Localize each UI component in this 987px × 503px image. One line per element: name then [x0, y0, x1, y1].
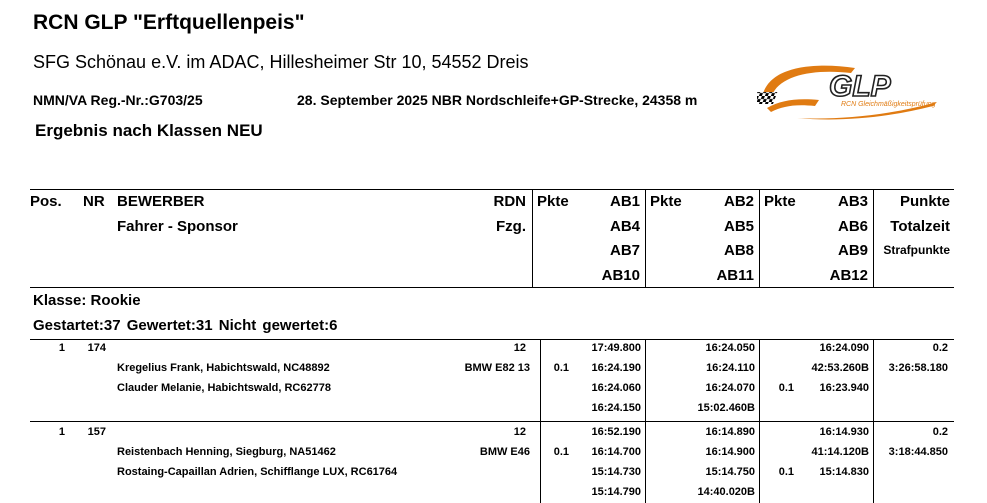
col-header-ab3: AB3: [837, 193, 868, 210]
lap-time-cell: 16:14.900: [705, 446, 755, 458]
lap-time-cell: 16:24.090: [819, 342, 869, 354]
result-subtitle: Ergebnis nach Klassen NEU: [35, 121, 263, 140]
lap-time-cell: 16:14.930: [819, 426, 869, 438]
col-header-pos: Pos.: [30, 193, 62, 210]
entry-car: BMW E82 13: [464, 362, 530, 374]
lap-time-cell: 16:24.070: [705, 382, 755, 394]
col-header-ab6: AB6: [837, 218, 868, 235]
col-header-ab5: AB5: [723, 218, 754, 235]
points-cell: 0.1: [553, 446, 569, 458]
col-header-rdn: RDN: [493, 193, 526, 210]
organizer-line: SFG Schönau e.V. im ADAC, Hillesheimer Str 10, 54552 Dreis: [33, 52, 529, 72]
col-header-strafpunkte: Strafpunkte: [883, 243, 950, 257]
page-title: RCN GLP "Erftquellenpeis": [33, 11, 305, 34]
entry-nr: 174: [87, 342, 106, 354]
lap-time-cell: 15:14.790: [591, 486, 641, 498]
entry-driver: Kregelius Frank, Habichtswald, NC48892: [117, 362, 330, 374]
class-name: Klasse: Rookie: [33, 292, 141, 309]
col-header-fahrer: Fahrer - Sponsor: [117, 218, 238, 235]
header-bottom-rule: [30, 287, 954, 288]
lap-time-cell: 15:14.730: [591, 466, 641, 478]
col-header-ab10: AB10: [601, 267, 640, 284]
lap-time-cell: 16:14.890: [705, 426, 755, 438]
lap-time-cell: 15:14.830: [819, 466, 869, 478]
col-header-ab11: AB11: [716, 267, 754, 284]
event-date-track: 28. September 2025 NBR Nordschleife+GP-Strecke, 24358 m: [297, 92, 698, 108]
entry-rdn: 12: [513, 342, 526, 354]
col-header-bewerber: BEWERBER: [117, 193, 205, 210]
logo-text: GLP: [829, 70, 891, 103]
lap-time-cell: 41:14.120B: [811, 446, 869, 458]
points-cell: 0.1: [778, 382, 794, 394]
col-header-pkte: Pkte: [764, 193, 796, 210]
col-header-ab4: AB4: [609, 218, 640, 235]
logo-tagline: RCN Gleichmäßigkeitsprüfung: [841, 101, 936, 108]
entry-pos: 1: [58, 426, 65, 438]
col-header-ab12: AB12: [829, 267, 868, 284]
lap-time-cell: 16:14.700: [591, 446, 641, 458]
lap-time-cell: 15:02.460B: [697, 402, 755, 414]
col-sep: [645, 189, 646, 287]
lap-time-cell: 42:53.260B: [811, 362, 869, 374]
col-sep: [759, 189, 760, 287]
entry-driver: Rostaing-Capaillan Adrien, Schifflange LUX, RC61764: [117, 466, 398, 478]
col-sep: [532, 189, 533, 287]
points-total-cell: 0.2: [932, 342, 948, 354]
col-header-totalzeit: Totalzeit: [890, 218, 950, 235]
col-header-ab2: AB2: [723, 193, 754, 210]
total-time-cell: 3:18:44.850: [888, 446, 948, 458]
col-header-ab1: AB1: [609, 193, 640, 210]
class-stats: Gestartet:37 Gewertet:31 Nicht gewertet:6: [33, 317, 338, 334]
glp-logo: [757, 60, 962, 120]
col-sep: [645, 339, 646, 503]
lap-time-cell: 16:24.110: [706, 362, 755, 374]
lap-time-cell: 17:49.800: [591, 342, 641, 354]
lap-time-cell: 16:24.150: [591, 402, 641, 414]
col-header-ab9: AB9: [837, 242, 868, 259]
total-time-cell: 3:26:58.180: [888, 362, 948, 374]
registration-number: NMN/VA Reg.-Nr.:G703/25: [33, 92, 203, 108]
entry-nr: 157: [87, 426, 106, 438]
points-cell: 0.1: [778, 466, 794, 478]
lap-time-cell: 16:52.190: [591, 426, 641, 438]
entry-driver: Reistenbach Henning, Siegburg, NA51462: [117, 446, 336, 458]
col-header-fzg: Fzg.: [496, 218, 526, 235]
col-header-ab7: AB7: [609, 242, 640, 259]
col-sep: [759, 339, 760, 503]
class-bottom-rule: [30, 339, 954, 340]
lap-time-cell: 15:14.750: [705, 466, 755, 478]
lap-time-cell: 16:24.190: [591, 362, 641, 374]
lap-time-cell: 16:24.050: [705, 342, 755, 354]
col-header-pkte: Pkte: [650, 193, 682, 210]
entry-separator-rule: [30, 421, 954, 422]
entry-pos: 1: [58, 342, 65, 354]
points-total-cell: 0.2: [932, 426, 948, 438]
col-header-nr: NR: [83, 193, 105, 210]
entry-rdn: 12: [513, 426, 526, 438]
col-header-pkte: Pkte: [537, 193, 569, 210]
entry-car: BMW E46: [479, 446, 530, 458]
entry-driver: Clauder Melanie, Habichtswald, RC62778: [117, 382, 331, 394]
lap-time-cell: 16:24.060: [591, 382, 641, 394]
lap-time-cell: 14:40.020B: [697, 486, 755, 498]
points-cell: 0.1: [553, 362, 569, 374]
lap-time-cell: 16:23.940: [819, 382, 869, 394]
table-top-rule: [30, 189, 954, 190]
col-header-punkte: Punkte: [899, 193, 950, 210]
col-header-ab8: AB8: [723, 242, 754, 259]
